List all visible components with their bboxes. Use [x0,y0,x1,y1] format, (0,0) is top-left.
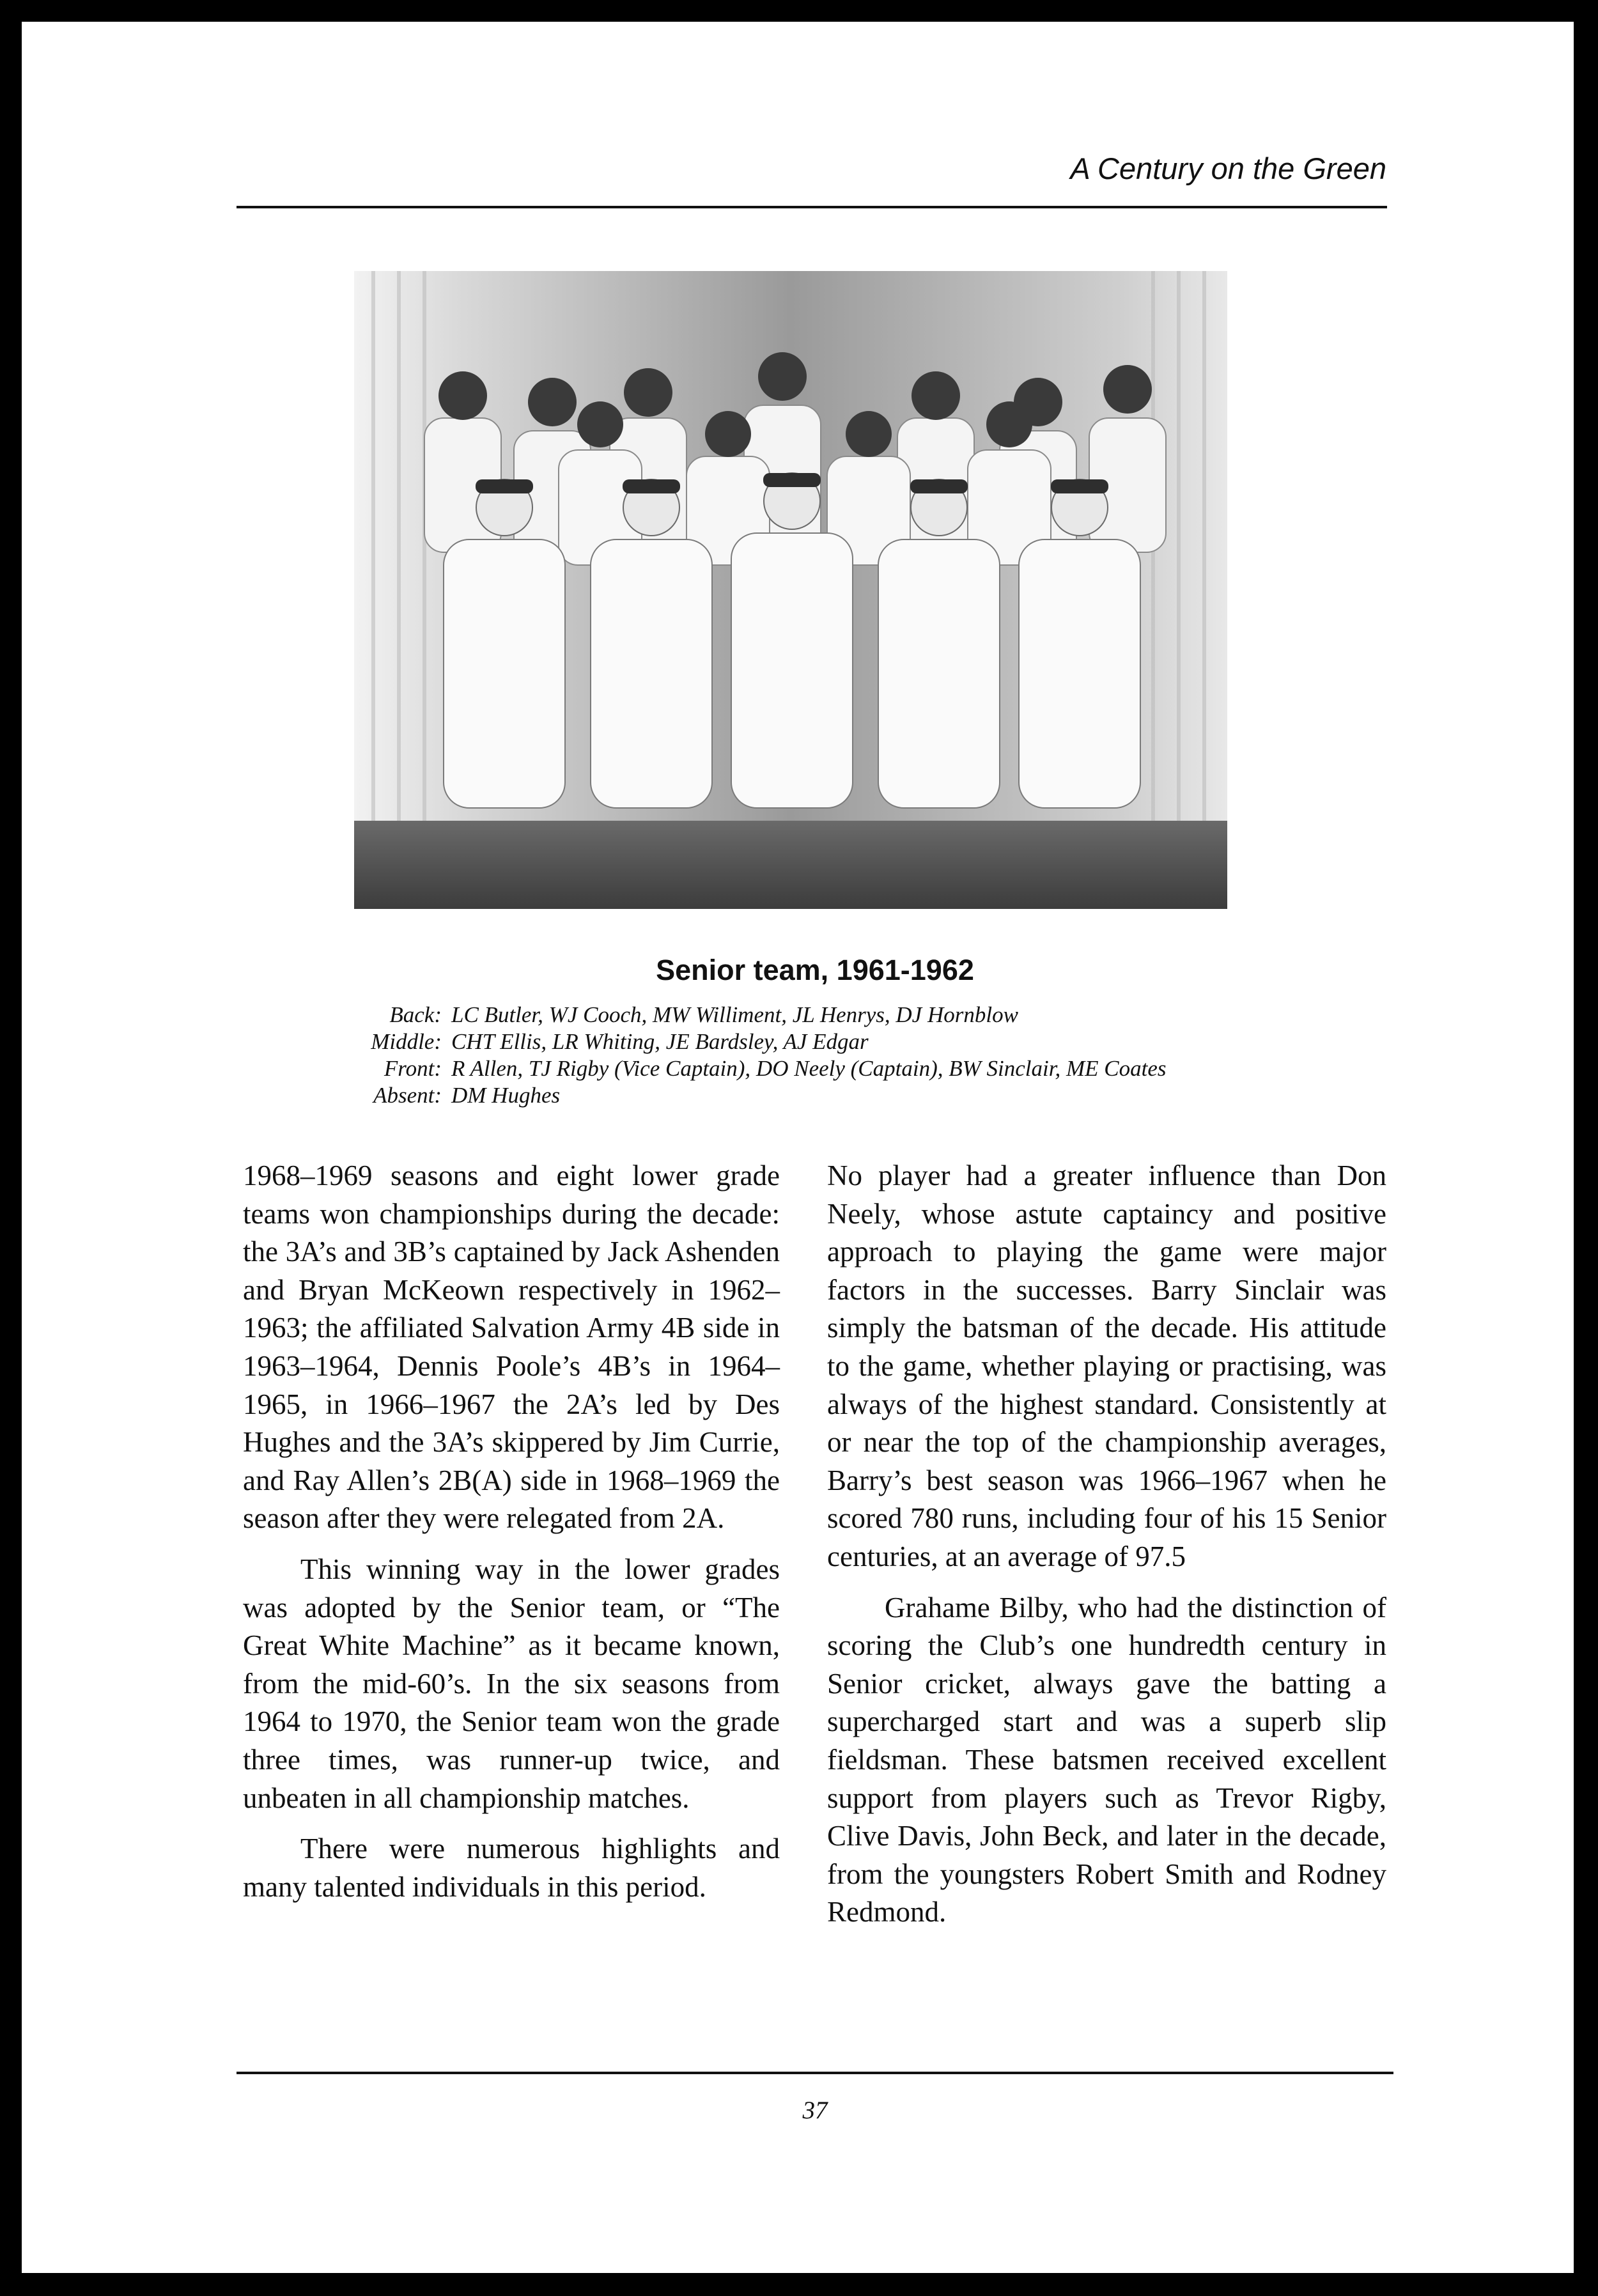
credit-label: Front: [384,1056,442,1081]
document-page [22,22,1574,2273]
photo-credits [335,1002,1167,1109]
credit-row-front [335,1055,1167,1082]
credit-label: Middle: [371,1029,442,1054]
body-paragraph: No player had a greater influence than Don Neely, whose astute captaincy and positive approach to playing the game were major factors in the successes. Barry Sinclair was simply the batsman of the decade. His attitude to the game, whether playing or practising, was always of the highest standard. Consistently at or near the top of the championship averages, Barry’s best season was 1966–1967 when he scored 780 runs, including four of his 15 Senior centuries, at an average of 97.5 [827,1160,1386,1572]
photo-caption-title: Senior team, 1961-1962 [656,954,974,986]
page-number: 37 [802,2097,828,2124]
credit-names: DM Hughes [451,1083,561,1108]
body-paragraph: This winning way in the lower grades was adopted by the Senior team, or “The Great White Machine” as it became known, from the mid-60’s. In the six seasons from 1964 to 1970, the Senior team won the grade three times, was runner-up twice, and unbeaten in all championship matches. [243,1553,780,1814]
body-paragraph: Grahame Bilby, who had the distinction of scoring the Club’s one hundredth century in Senior cricket, always gave the batting a supercharged start and was a superb slip fieldsman. These batsmen received excellent support from players such as Trevor Rigby, Clive Davis, John Beck, and later in the decade, from the youngsters Robert Smith and Rodney Redmond. [827,1591,1386,1928]
footer-rule [237,2072,1393,2074]
credit-row-back [335,1002,1167,1028]
body-paragraph: There were numerous highlights and many talented individuals in this period. [243,1833,780,1903]
credit-label: Back: [389,1002,442,1027]
team-photograph [354,271,1227,909]
body-column-left [243,1157,780,1919]
credit-label: Absent: [373,1083,442,1108]
credit-names: R Allen, TJ Rigby (Vice Captain), DO Neely (Captain), BW Sinclair, ME Coates [451,1056,1167,1081]
credit-row-absent [335,1082,1167,1109]
credit-names: LC Butler, WJ Cooch, MW Williment, JL Henrys, DJ Hornblow [451,1002,1018,1027]
credit-row-middle [335,1028,1167,1055]
running-head-title: A Century on the Green [1070,151,1386,185]
body-column-right [827,1157,1386,1944]
body-paragraph: 1968–1969 seasons and eight lower grade teams won championships during the decade: the 3A’s and 3B’s captained by Jack Ashenden and Bryan McKeown respectively in 1962–1963; the affiliated Salvation Army 4B side in 1963–1964, Dennis Poole’s 4B’s in 1964–1965, in 1966–1967 the 2A’s led by Des Hughes and the 3A’s skippered by Jim Currie, and Ray Allen’s 2B(A) side in 1968–1969 the season after they were relegated from 2A. [243,1160,780,1535]
credit-names: CHT Ellis, LR Whiting, JE Bardsley, AJ Edgar [451,1029,869,1054]
header-rule [237,206,1387,208]
